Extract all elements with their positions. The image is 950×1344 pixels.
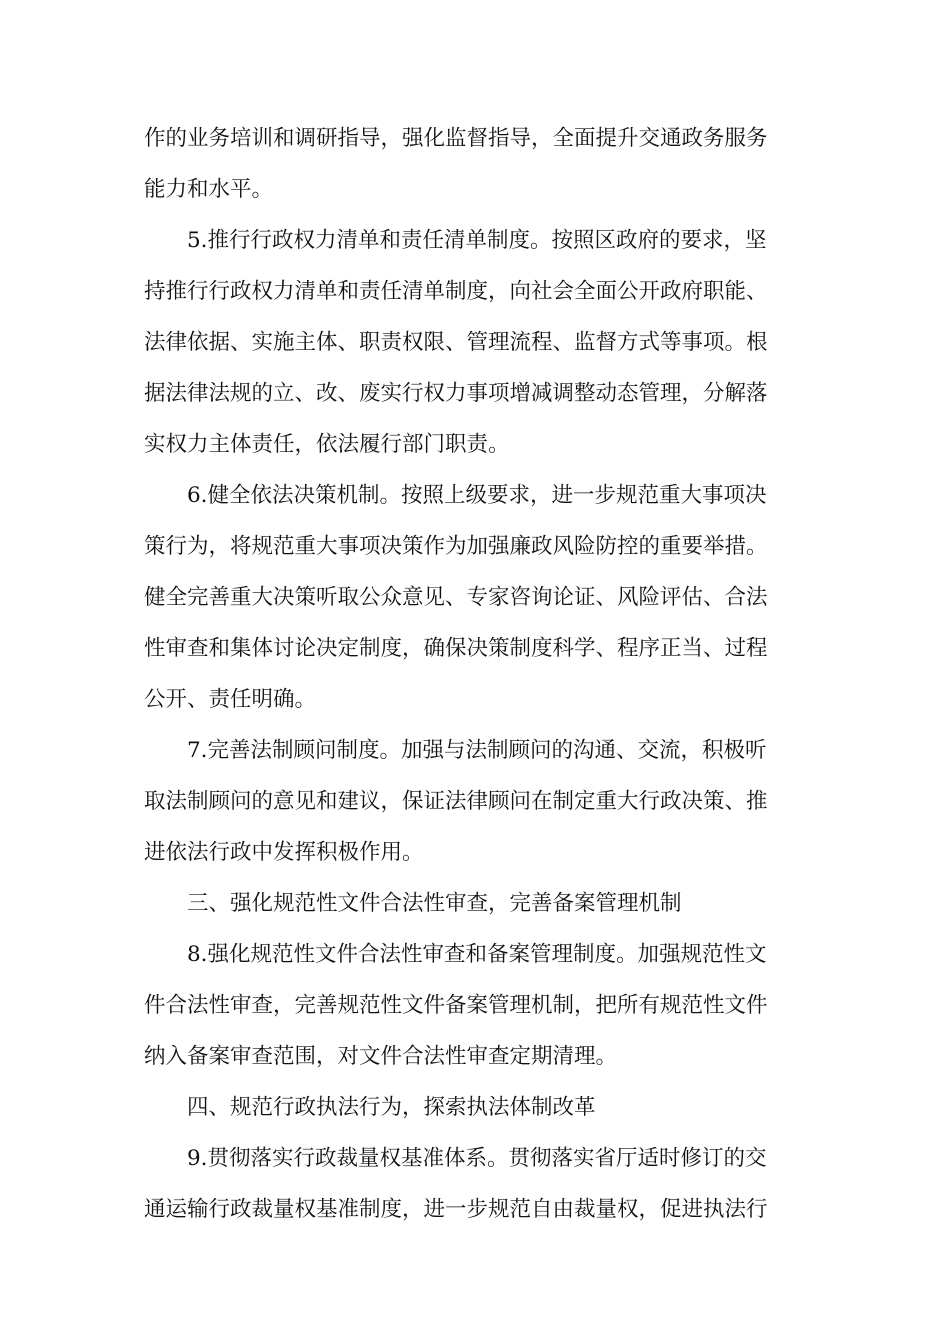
text-line: 策行为，将规范重大事项决策作为加强廉政风险防控的重要举措。 [144, 534, 768, 559]
text-line: 健全完善重大决策听取公众意见、专家咨询论证、风险评估、合法 [144, 585, 768, 610]
text-line: 持推行行政权力清单和责任清单制度，向社会全面公开政府职能、 [144, 279, 768, 304]
text-line: 进依法行政中发挥积极作用。 [144, 840, 424, 865]
text-line: 能力和水平。 [144, 177, 274, 202]
section-3-heading: 三、强化规范性文件合法性审查，完善备案管理机制 [187, 891, 682, 916]
text-line: 公开、责任明确。 [144, 687, 317, 712]
paragraph-7-heading-line: 7.完善法制顾问制度。加强与法制顾问的沟通、交流，积极听 [187, 738, 767, 763]
paragraph-9-heading-line: 9.贯彻落实行政裁量权基准体系。贯彻落实省厅适时修订的交 [187, 1146, 767, 1171]
section-4-heading: 四、规范行政执法行为，探索执法体制改革 [187, 1095, 596, 1120]
text-line: 实权力主体责任，依法履行部门职责。 [144, 432, 510, 457]
text-line: 件合法性审查，完善规范性文件备案管理机制，把所有规范性文件 [144, 993, 768, 1018]
paragraph-6-heading-line: 6.健全依法决策机制。按照上级要求，进一步规范重大事项决 [187, 483, 767, 508]
paragraph-5-heading-line: 5.推行行政权力清单和责任清单制度。按照区政府的要求，坚 [187, 228, 767, 253]
text-line: 性审查和集体讨论决定制度，确保决策制度科学、程序正当、过程 [144, 636, 768, 661]
text-line: 通运输行政裁量权基准制度，进一步规范自由裁量权，促进执法行 [144, 1197, 768, 1222]
paragraph-8-heading-line: 8.强化规范性文件合法性审查和备案管理制度。加强规范性文 [187, 942, 767, 967]
text-line: 据法律法规的立、改、废实行权力事项增减调整动态管理，分解落 [144, 381, 768, 406]
text-line: 法律依据、实施主体、职责权限、管理流程、监督方式等事项。根 [144, 330, 768, 355]
text-line: 取法制顾问的意见和建议，保证法律顾问在制定重大行政决策、推 [144, 789, 768, 814]
text-line: 纳入备案审查范围，对文件合法性审查定期清理。 [144, 1044, 618, 1069]
text-line: 作的业务培训和调研指导，强化监督指导，全面提升交通政务服务 [144, 126, 768, 151]
